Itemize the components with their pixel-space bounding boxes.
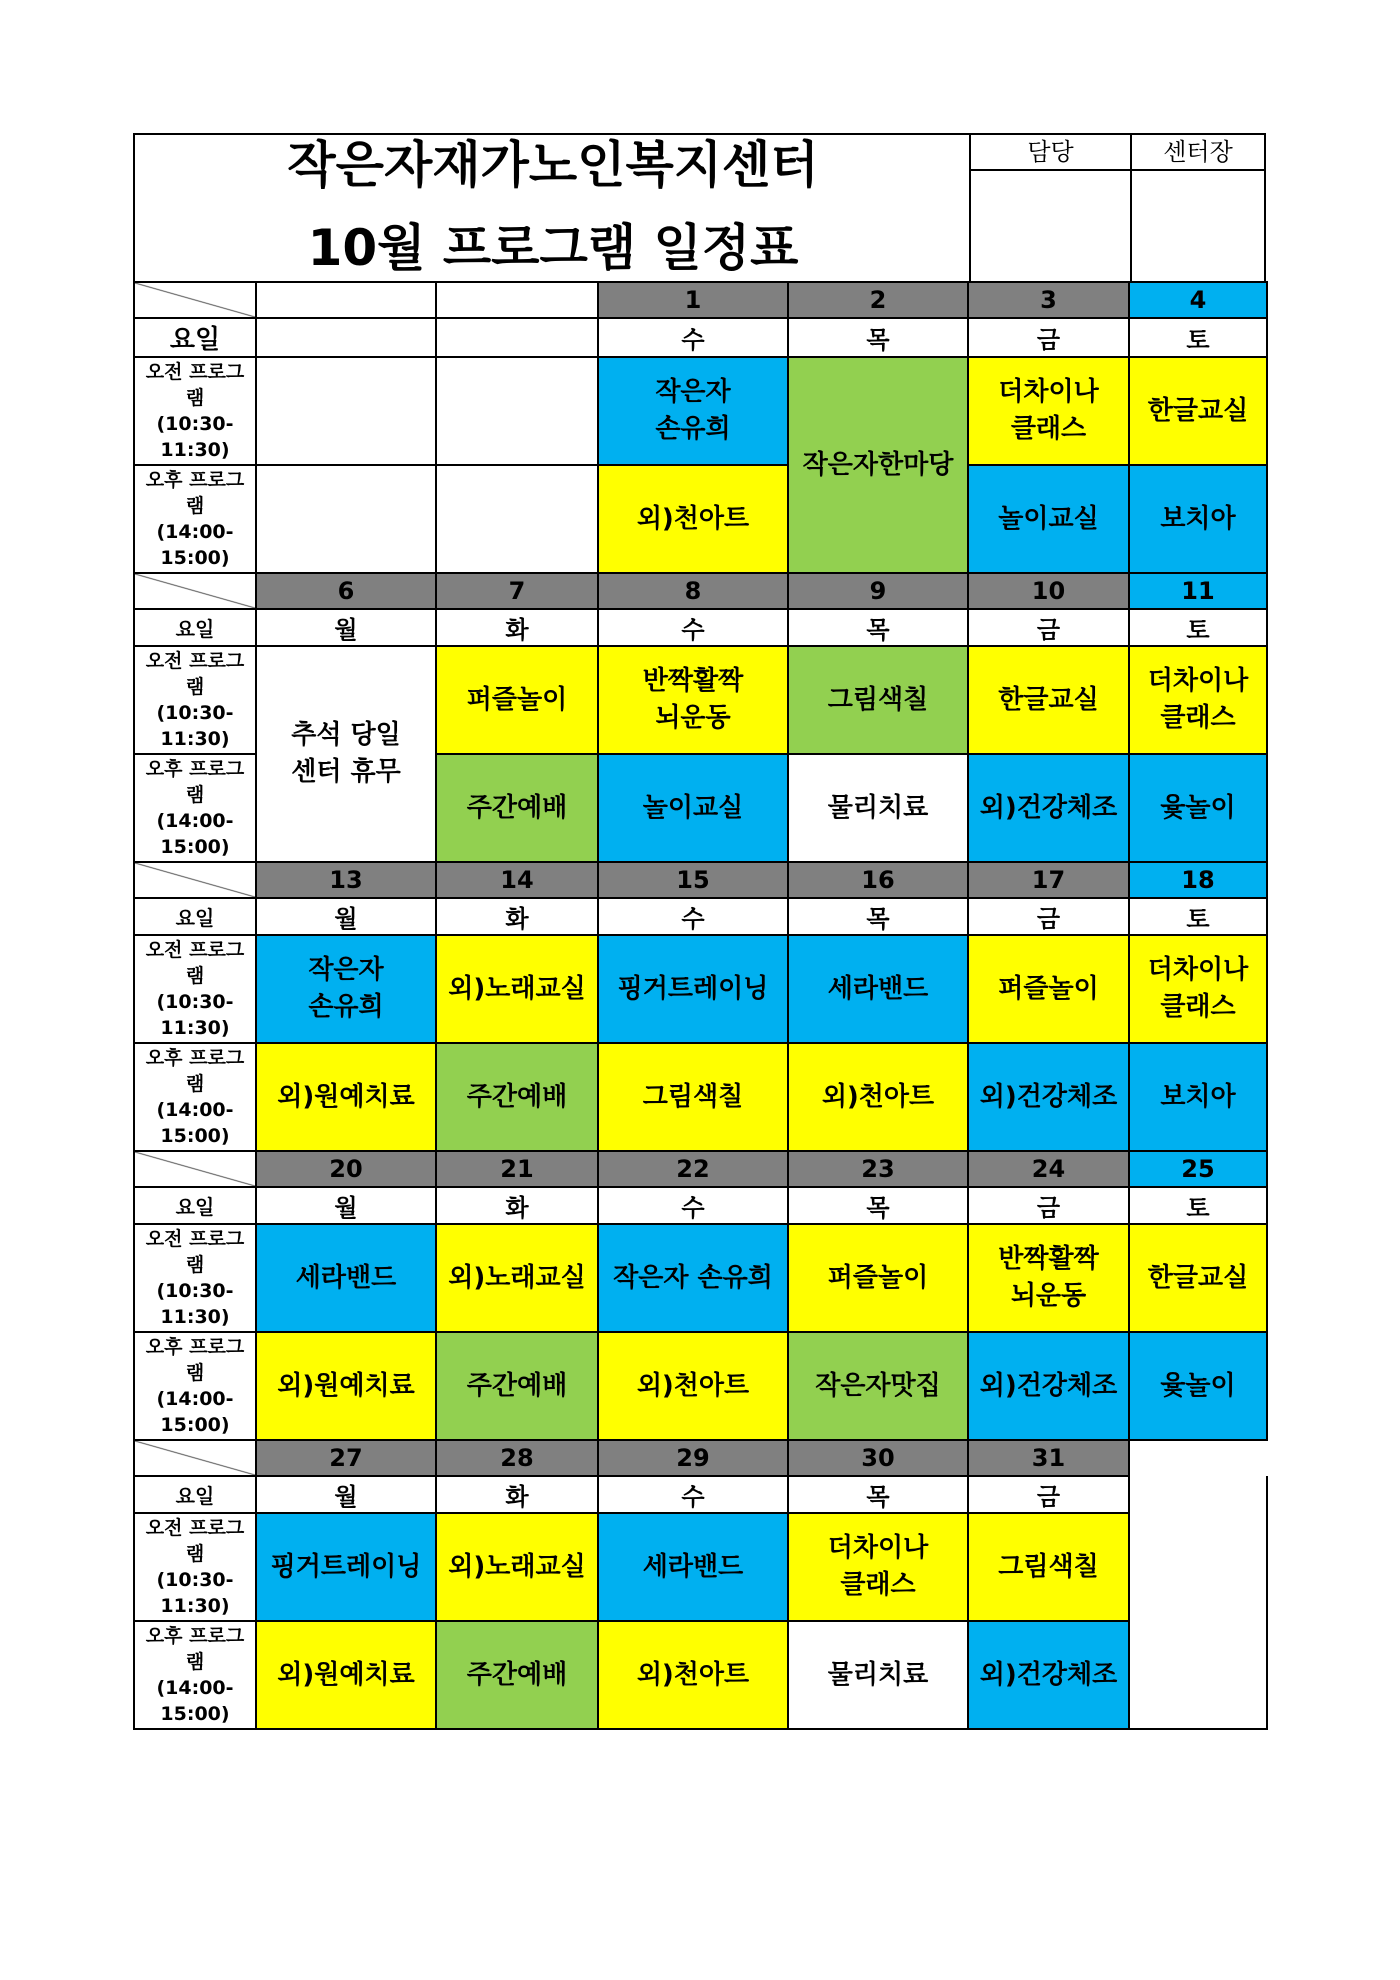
weekday-cell: 화 bbox=[436, 1187, 598, 1224]
date-cell: 25 bbox=[1129, 1151, 1267, 1187]
weekday-row bbox=[134, 609, 1267, 646]
am-program-cell: 외)노래교실 bbox=[436, 1224, 598, 1332]
pm-program-cell bbox=[256, 465, 436, 573]
weekday-label: 요일 bbox=[134, 1187, 256, 1224]
am-program-cell: 한글교실 bbox=[1129, 1224, 1267, 1332]
approval-col2-header: 센터장 bbox=[1132, 135, 1264, 171]
date-cell: 9 bbox=[788, 573, 968, 609]
pm-program-label-line: 15:00) bbox=[160, 1125, 230, 1147]
weekday-cell: 수 bbox=[598, 898, 788, 935]
am-program-label-line: 오전 프로그 bbox=[145, 939, 245, 961]
am-program-label bbox=[134, 646, 256, 754]
pm-program-cell: 작은자맛집 bbox=[788, 1332, 968, 1440]
am-program-label-line: 11:30) bbox=[160, 728, 230, 750]
pm-program-label-line: 램 bbox=[185, 495, 205, 517]
weekday-cell: 목 bbox=[788, 898, 968, 935]
pm-program-label-line: 15:00) bbox=[160, 836, 230, 858]
pm-program-cell: 외)원예치료 bbox=[256, 1043, 436, 1151]
am-program-cell: 핑거트레이닝 bbox=[598, 935, 788, 1043]
date-cell: 8 bbox=[598, 573, 788, 609]
pm-program-label-line: 오후 프로그 bbox=[145, 469, 245, 491]
am-program-cell: 더차이나 클래스 bbox=[968, 357, 1129, 465]
date-cell: 14 bbox=[436, 862, 598, 898]
weekday-cell: 금 bbox=[968, 1476, 1129, 1513]
am-program-label-line: 오전 프로그 bbox=[145, 1228, 245, 1250]
am-program-label-line: 오전 프로그 bbox=[145, 1517, 245, 1539]
am-program-label-line: 오전 프로그 bbox=[145, 361, 245, 383]
corner-slash-cell bbox=[134, 1440, 256, 1476]
approval-box bbox=[969, 133, 1266, 283]
corner-slash-cell bbox=[134, 1151, 256, 1187]
am-program-cell: 한글교실 bbox=[968, 646, 1129, 754]
pm-program-cell: 놀이교실 bbox=[598, 754, 788, 862]
am-program-row bbox=[134, 1224, 1267, 1332]
date-row bbox=[134, 1440, 1267, 1476]
am-program-label-line: 램 bbox=[185, 1254, 205, 1276]
pm-program-cell: 주간예배 bbox=[436, 1332, 598, 1440]
approval-col1-header: 담당 bbox=[971, 135, 1132, 171]
weekday-label: 요일 bbox=[134, 318, 256, 357]
date-cell: 7 bbox=[436, 573, 598, 609]
pm-program-row bbox=[134, 465, 1267, 573]
date-cell: 17 bbox=[968, 862, 1129, 898]
pm-program-label bbox=[134, 754, 256, 862]
pm-program-label-line: 오후 프로그 bbox=[145, 1047, 245, 1069]
am-program-cell bbox=[256, 357, 436, 465]
weekday-cell bbox=[436, 318, 598, 357]
weekday-row bbox=[134, 898, 1267, 935]
weekday-cell bbox=[1129, 1476, 1267, 1513]
pm-program-label bbox=[134, 1043, 256, 1151]
am-program-cell: 작은자 손유희 bbox=[598, 1224, 788, 1332]
weekday-cell: 목 bbox=[788, 609, 968, 646]
approval-col2-sign-box bbox=[1132, 171, 1264, 281]
date-cell: 27 bbox=[256, 1440, 436, 1476]
pm-program-label-line: (14:00- bbox=[156, 1677, 234, 1699]
pm-program-cell: 놀이교실 bbox=[968, 465, 1129, 573]
weekday-label: 요일 bbox=[134, 1476, 256, 1513]
am-program-label-line: 11:30) bbox=[160, 1306, 230, 1328]
pm-program-label-line: (14:00- bbox=[156, 810, 234, 832]
weekday-cell: 토 bbox=[1129, 318, 1267, 357]
weekday-cell: 목 bbox=[788, 1187, 968, 1224]
pm-program-row bbox=[134, 1332, 1267, 1440]
date-cell: 20 bbox=[256, 1151, 436, 1187]
weekday-cell: 수 bbox=[598, 318, 788, 357]
pm-program-cell: 보치아 bbox=[1129, 1043, 1267, 1151]
header-block bbox=[133, 133, 1266, 281]
am-program-cell: 퍼즐놀이 bbox=[968, 935, 1129, 1043]
am-program-cell: 더차이나 클래스 bbox=[1129, 646, 1267, 754]
date-row bbox=[134, 573, 1267, 609]
date-cell: 16 bbox=[788, 862, 968, 898]
pm-program-cell: 주간예배 bbox=[436, 1621, 598, 1729]
pm-program-cell: 외)건강체조 bbox=[968, 754, 1129, 862]
am-program-cell bbox=[1129, 1513, 1267, 1621]
am-program-cell: 더차이나 클래스 bbox=[788, 1513, 968, 1621]
pm-program-cell: 외)천아트 bbox=[598, 1332, 788, 1440]
pm-program-cell: 외)천아트 bbox=[788, 1043, 968, 1151]
weekday-cell: 목 bbox=[788, 1476, 968, 1513]
date-cell: 1 bbox=[598, 282, 788, 318]
date-cell: 18 bbox=[1129, 862, 1267, 898]
am-program-cell: 외)노래교실 bbox=[436, 935, 598, 1043]
weekday-cell: 화 bbox=[436, 1476, 598, 1513]
am-program-label bbox=[134, 935, 256, 1043]
am-program-label bbox=[134, 1513, 256, 1621]
am-program-cell: 한글교실 bbox=[1129, 357, 1267, 465]
am-program-label-line: 램 bbox=[185, 1543, 205, 1565]
am-program-cell: 그림색칠 bbox=[788, 646, 968, 754]
weekday-cell: 화 bbox=[436, 898, 598, 935]
am-program-cell: 추석 당일 센터 휴무 bbox=[256, 646, 436, 862]
pm-program-row bbox=[134, 1043, 1267, 1151]
pm-program-cell bbox=[1129, 1621, 1267, 1729]
am-program-label bbox=[134, 357, 256, 465]
date-cell: 13 bbox=[256, 862, 436, 898]
pm-program-cell: 보치아 bbox=[1129, 465, 1267, 573]
date-cell bbox=[436, 282, 598, 318]
am-program-label-line: 11:30) bbox=[160, 1595, 230, 1617]
am-program-row bbox=[134, 935, 1267, 1043]
am-program-row bbox=[134, 357, 1267, 465]
pm-program-cell: 윷놀이 bbox=[1129, 1332, 1267, 1440]
weekday-cell: 금 bbox=[968, 1187, 1129, 1224]
weekday-row bbox=[134, 1476, 1267, 1513]
pm-program-label bbox=[134, 465, 256, 573]
am-program-cell: 반짝활짝 뇌운동 bbox=[968, 1224, 1129, 1332]
pm-program-label-line: 오후 프로그 bbox=[145, 1625, 245, 1647]
weekday-cell: 토 bbox=[1129, 898, 1267, 935]
title-box bbox=[133, 133, 971, 283]
corner-slash-cell bbox=[134, 573, 256, 609]
approval-col1-sign-box bbox=[971, 171, 1132, 281]
pm-program-row bbox=[134, 1621, 1267, 1729]
date-cell: 24 bbox=[968, 1151, 1129, 1187]
pm-program-cell: 외)천아트 bbox=[598, 465, 788, 573]
pm-program-label-line: (14:00- bbox=[156, 521, 234, 543]
weekday-cell bbox=[256, 318, 436, 357]
weekday-cell: 금 bbox=[968, 318, 1129, 357]
schedule-grid-table bbox=[133, 281, 1268, 1730]
am-program-label-line: (10:30- bbox=[156, 1569, 234, 1591]
date-cell: 6 bbox=[256, 573, 436, 609]
am-program-cell: 세라밴드 bbox=[598, 1513, 788, 1621]
date-cell: 29 bbox=[598, 1440, 788, 1476]
pm-program-label-line: 15:00) bbox=[160, 1703, 230, 1725]
am-program-label-line: 오전 프로그 bbox=[145, 650, 245, 672]
am-program-cell: 퍼즐놀이 bbox=[436, 646, 598, 754]
am-program-label-line: (10:30- bbox=[156, 991, 234, 1013]
pm-program-label-line: 램 bbox=[185, 1073, 205, 1095]
am-program-cell: 더차이나 클래스 bbox=[1129, 935, 1267, 1043]
am-program-label-line: 11:30) bbox=[160, 439, 230, 461]
date-cell bbox=[256, 282, 436, 318]
title-line2: 10월 프로그램 일정표 bbox=[307, 219, 799, 277]
date-cell: 11 bbox=[1129, 573, 1267, 609]
am-program-label-line: 램 bbox=[185, 965, 205, 987]
date-cell: 31 bbox=[968, 1440, 1129, 1476]
am-program-row bbox=[134, 1513, 1267, 1621]
am-program-label bbox=[134, 1224, 256, 1332]
pm-program-label-line: 램 bbox=[185, 1362, 205, 1384]
date-cell: 21 bbox=[436, 1151, 598, 1187]
pm-program-cell: 외)건강체조 bbox=[968, 1332, 1129, 1440]
pm-program-label-line: (14:00- bbox=[156, 1388, 234, 1410]
am-program-label-line: 램 bbox=[185, 387, 205, 409]
pm-program-label-line: 오후 프로그 bbox=[145, 1336, 245, 1358]
am-program-cell bbox=[436, 357, 598, 465]
pm-program-cell: 외)건강체조 bbox=[968, 1621, 1129, 1729]
pm-program-label-line: 오후 프로그 bbox=[145, 758, 245, 780]
am-program-cell: 세라밴드 bbox=[256, 1224, 436, 1332]
weekday-cell: 월 bbox=[256, 898, 436, 935]
pm-program-cell: 외)건강체조 bbox=[968, 1043, 1129, 1151]
pm-program-label-line: 15:00) bbox=[160, 1414, 230, 1436]
am-program-cell: 핑거트레이닝 bbox=[256, 1513, 436, 1621]
date-cell: 10 bbox=[968, 573, 1129, 609]
weekday-label: 요일 bbox=[134, 609, 256, 646]
am-program-label-line: (10:30- bbox=[156, 1280, 234, 1302]
pm-program-label bbox=[134, 1621, 256, 1729]
am-program-cell: 그림색칠 bbox=[968, 1513, 1129, 1621]
weekday-cell: 수 bbox=[598, 1187, 788, 1224]
pm-program-cell: 물리치료 bbox=[788, 754, 968, 862]
pm-program-cell: 주간예배 bbox=[436, 754, 598, 862]
date-cell: 15 bbox=[598, 862, 788, 898]
am-program-cell: 반짝활짝 뇌운동 bbox=[598, 646, 788, 754]
weekday-label: 요일 bbox=[134, 898, 256, 935]
pm-program-label-line: 램 bbox=[185, 784, 205, 806]
weekday-row bbox=[134, 318, 1267, 357]
corner-slash-cell bbox=[134, 282, 256, 318]
title-line1: 작은자재가노인복지센터 bbox=[287, 136, 819, 194]
pm-program-cell: 주간예배 bbox=[436, 1043, 598, 1151]
date-cell: 4 bbox=[1129, 282, 1267, 318]
pm-program-cell: 물리치료 bbox=[788, 1621, 968, 1729]
weekday-cell: 토 bbox=[1129, 1187, 1267, 1224]
weekday-cell: 화 bbox=[436, 609, 598, 646]
pm-program-label-line: 램 bbox=[185, 1651, 205, 1673]
am-program-cell: 작은자한마당 bbox=[788, 357, 968, 573]
date-cell bbox=[1129, 1440, 1267, 1476]
pm-program-label-line: (14:00- bbox=[156, 1099, 234, 1121]
am-program-cell: 작은자 손유희 bbox=[256, 935, 436, 1043]
pm-program-cell: 외)원예치료 bbox=[256, 1332, 436, 1440]
am-program-label-line: 램 bbox=[185, 676, 205, 698]
date-cell: 30 bbox=[788, 1440, 968, 1476]
am-program-cell: 세라밴드 bbox=[788, 935, 968, 1043]
date-row bbox=[134, 862, 1267, 898]
weekday-cell: 월 bbox=[256, 609, 436, 646]
am-program-label-line: (10:30- bbox=[156, 413, 234, 435]
date-cell: 28 bbox=[436, 1440, 598, 1476]
date-cell: 3 bbox=[968, 282, 1129, 318]
am-program-row bbox=[134, 646, 1267, 754]
date-row bbox=[134, 1151, 1267, 1187]
pm-program-cell: 그림색칠 bbox=[598, 1043, 788, 1151]
schedule-grid bbox=[133, 281, 1266, 1730]
weekday-cell: 수 bbox=[598, 609, 788, 646]
weekday-cell: 금 bbox=[968, 609, 1129, 646]
corner-slash-cell bbox=[134, 862, 256, 898]
date-row bbox=[134, 282, 1267, 318]
am-program-label-line: (10:30- bbox=[156, 702, 234, 724]
weekday-cell: 월 bbox=[256, 1187, 436, 1224]
pm-program-cell: 외)천아트 bbox=[598, 1621, 788, 1729]
pm-program-cell: 윷놀이 bbox=[1129, 754, 1267, 862]
pm-program-cell: 외)원예치료 bbox=[256, 1621, 436, 1729]
weekday-cell: 수 bbox=[598, 1476, 788, 1513]
date-cell: 22 bbox=[598, 1151, 788, 1187]
date-cell: 23 bbox=[788, 1151, 968, 1187]
am-program-cell: 작은자 손유희 bbox=[598, 357, 788, 465]
pm-program-cell bbox=[436, 465, 598, 573]
am-program-label-line: 11:30) bbox=[160, 1017, 230, 1039]
am-program-cell: 외)노래교실 bbox=[436, 1513, 598, 1621]
weekday-cell: 토 bbox=[1129, 609, 1267, 646]
weekday-cell: 월 bbox=[256, 1476, 436, 1513]
pm-program-label-line: 15:00) bbox=[160, 547, 230, 569]
weekday-cell: 목 bbox=[788, 318, 968, 357]
date-cell: 2 bbox=[788, 282, 968, 318]
pm-program-label bbox=[134, 1332, 256, 1440]
weekday-cell: 금 bbox=[968, 898, 1129, 935]
am-program-cell: 퍼즐놀이 bbox=[788, 1224, 968, 1332]
weekday-row bbox=[134, 1187, 1267, 1224]
